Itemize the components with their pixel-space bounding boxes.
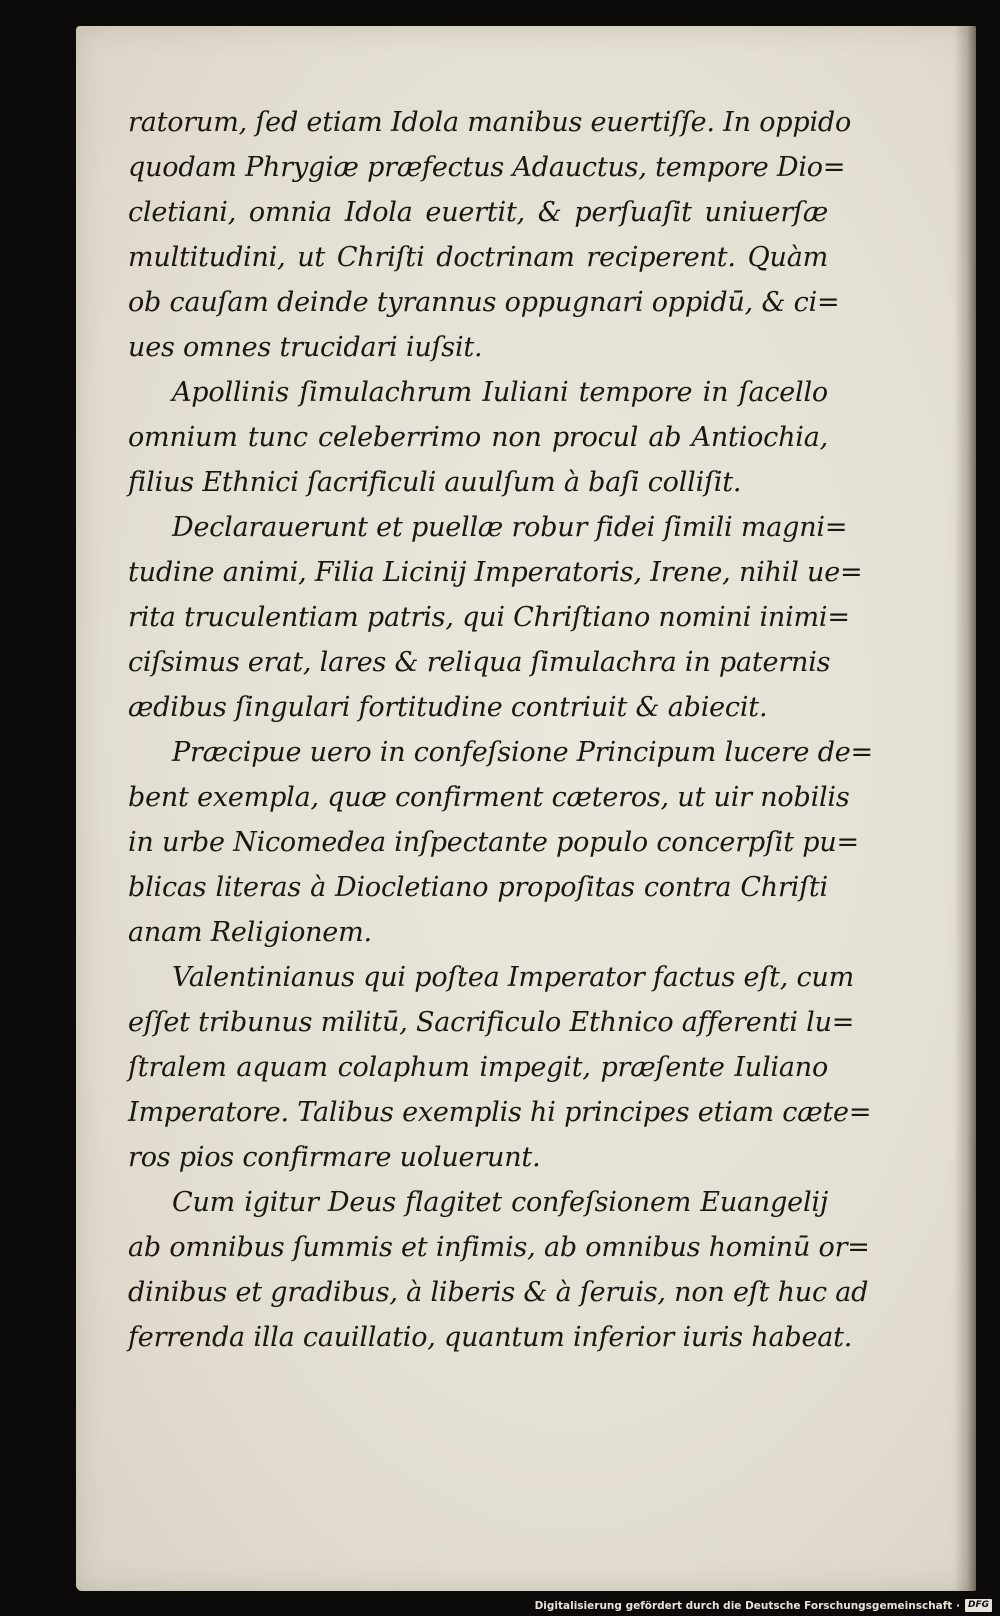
digitization-credit xyxy=(535,1599,992,1612)
text-line: in urbe Nicomedea inſpectante populo concerpſit pu= xyxy=(128,827,859,858)
paragraph-2 xyxy=(128,370,828,505)
text-line: ob cauſam deinde tyrannus oppugnari oppidū, & ci= xyxy=(128,287,840,318)
text-line: ciſsimus erat, lares & reliqua ſimulachra in paternis xyxy=(128,647,831,678)
paragraph-5 xyxy=(128,955,872,1180)
text-line: ab omnibus ſummis et infimis, ab omnibus hominū or= xyxy=(128,1232,870,1263)
page-text xyxy=(128,100,873,1360)
text-line: ratorum, ſed etiam Idola manibus euertiſſe. In oppido xyxy=(128,107,852,138)
text-line: omnium tunc celeberrimo non procul ab Antiochia, xyxy=(128,422,828,453)
paragraph-6 xyxy=(128,1180,870,1360)
text-line: Cum igitur Deus flagitet confeſsionem Euangelij xyxy=(172,1187,828,1218)
text-line: Valentinianus qui poſtea Imperator factus eſt, cum xyxy=(172,962,854,993)
text-line: ferrenda illa cauillatio, quantum inferior iuris habeat. xyxy=(128,1322,853,1353)
text-line: rita truculentiam patris, qui Chriſtiano nomini inimi= xyxy=(128,602,850,633)
text-line: Declarauerunt et puellæ robur fidei ſimili magni= xyxy=(172,512,848,543)
text-line: ros pios confirmare uoluerunt. xyxy=(128,1142,541,1173)
text-line: filius Ethnici ſacrificuli auulſum à baſi colliſit. xyxy=(128,467,742,498)
text-line: Præcipue uero in confeſsione Principum lucere de= xyxy=(172,737,873,768)
text-line: cletiani, omnia Idola euertit, & perſuaſit uniuerſæ xyxy=(128,197,828,228)
text-line: ſtralem aquam colaphum impegit, præſente Iuliano xyxy=(128,1052,828,1083)
text-line: eſſet tribunus militū, Sacrificulo Ethnico afferenti lu= xyxy=(128,1007,855,1038)
credit-text: Digitalisierung gefördert durch die Deutsche Forschungsgemeinschaft · xyxy=(534,1599,960,1612)
text-line: tudine animi, Filia Licinij Imperatoris, Irene, nihil ue= xyxy=(128,557,863,588)
dfg-logo: DFG xyxy=(965,1599,992,1612)
text-line: anam Religionem. xyxy=(128,917,372,948)
text-line: ædibus ſingulari fortitudine contriuit & abiecit. xyxy=(128,692,768,723)
text-line: bent exempla, quæ confirment cæteros, ut uir nobilis xyxy=(128,782,850,813)
text-line: ues omnes trucidari iuſsit. xyxy=(128,332,483,363)
text-line: blicas literas à Diocletiano propoſitas contra Chriſti xyxy=(128,872,828,903)
text-line: Apollinis ſimulachrum Iuliani tempore in ſacello xyxy=(172,377,828,408)
text-line: dinibus et gradibus, à liberis & à ſeruis, non eſt huc ad xyxy=(128,1277,869,1308)
text-line: multitudini, ut Chriſti doctrinam reciperent. Quàm xyxy=(128,242,828,273)
text-line: quodam Phrygiæ præfectus Adauctus, tempore Dio= xyxy=(128,152,846,183)
page-gutter-shadow xyxy=(954,26,976,1591)
paragraph-4 xyxy=(128,730,873,955)
paragraph-3 xyxy=(128,505,863,730)
text-line: Imperatore. Talibus exemplis hi principes etiam cæte= xyxy=(128,1097,872,1128)
paragraph-1 xyxy=(128,100,852,370)
